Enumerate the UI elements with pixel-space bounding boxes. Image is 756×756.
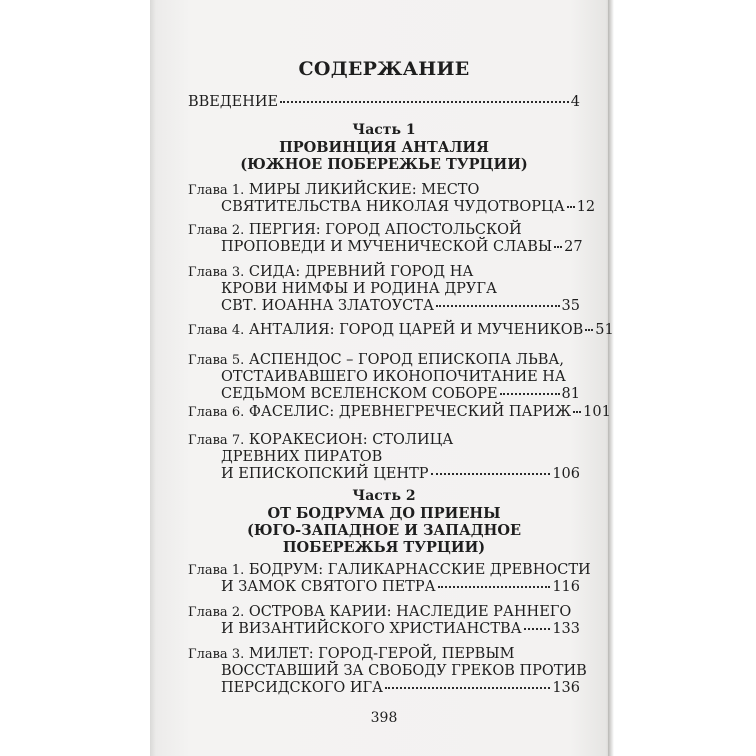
part-title-line: (ЮЖНОЕ ПОБЕРЕЖЬЕ ТУРЦИИ) bbox=[240, 156, 528, 173]
part-label: Часть 1 bbox=[352, 122, 416, 138]
chapter-title-line: ПЕРГИЯ: ГОРОД АПОСТОЛЬСКОЙ bbox=[248, 222, 522, 238]
toc-entry-chapter bbox=[188, 222, 583, 256]
dot-leader bbox=[436, 305, 560, 307]
page-ref: 4 bbox=[570, 94, 580, 110]
dot-leader bbox=[280, 101, 569, 103]
chapter-title-line: И ЗАМОК СВЯТОГО ПЕТРА bbox=[221, 579, 436, 595]
chapter-title-line: АНТАЛИЯ: ГОРОД ЦАРЕЙ И МУЧЕНИКОВ bbox=[248, 322, 584, 338]
page-ref: 133 bbox=[552, 621, 580, 637]
chapter-label: Глава 5. bbox=[188, 353, 245, 368]
toc-entry-chapter bbox=[188, 352, 580, 403]
part-label: Часть 2 bbox=[352, 488, 416, 504]
chapter-label: Глава 3. bbox=[188, 265, 245, 280]
page-ref: 51 bbox=[595, 322, 614, 338]
chapter-label: Глава 2. bbox=[188, 605, 245, 620]
dot-leader bbox=[385, 687, 550, 689]
page-ref: 27 bbox=[564, 239, 583, 255]
chapter-title-line: СВТ. ИОАННА ЗЛАТОУСТА bbox=[221, 298, 434, 314]
chapter-title-line: МИЛЕТ: ГОРОД-ГЕРОЙ, ПЕРВЫМ bbox=[248, 646, 515, 662]
dot-leader bbox=[554, 246, 562, 248]
page-edge-shadow bbox=[608, 0, 614, 756]
page-ref: 12 bbox=[576, 199, 596, 215]
page-number: 398 bbox=[370, 710, 398, 726]
toc-entry-chapter bbox=[188, 432, 580, 483]
dot-leader bbox=[573, 411, 581, 413]
page-ref: 116 bbox=[552, 579, 580, 595]
page-ref: 81 bbox=[561, 386, 580, 402]
chapter-title-line: БОДРУМ: ГАЛИКАРНАССКИЕ ДРЕВНОСТИ bbox=[248, 562, 591, 578]
toc-entry-chapter bbox=[188, 646, 587, 697]
dot-leader bbox=[585, 329, 593, 331]
chapter-title-line: ПЕРСИДСКОГО ИГА bbox=[221, 680, 384, 696]
part-title-line: ПРОВИНЦИЯ АНТАЛИЯ bbox=[279, 139, 489, 156]
chapter-title-line: И ВИЗАНТИЙСКОГО ХРИСТИАНСТВА bbox=[221, 621, 522, 637]
page-ref: 35 bbox=[561, 298, 580, 314]
chapter-title-line: АСПЕНДОС – ГОРОД ЕПИСКОПА ЛЬВА, bbox=[248, 352, 564, 368]
part-title-line: ПОБЕРЕЖЬЯ ТУРЦИИ) bbox=[282, 539, 486, 556]
chapter-title-line: ДРЕВНИХ ПИРАТОВ bbox=[221, 449, 383, 465]
chapter-title-line: СЕДЬМОМ ВСЕЛЕНСКОМ СОБОРЕ bbox=[221, 386, 498, 402]
page-ref: 136 bbox=[552, 680, 580, 696]
toc-entry-chapter bbox=[188, 182, 596, 216]
part-title-line: ОТ БОДРУМА ДО ПРИЕНЫ bbox=[267, 505, 501, 522]
part-title-line: (ЮГО-ЗАПАДНОЕ И ЗАПАДНОЕ bbox=[246, 522, 522, 539]
chapter-title-line: СИДА: ДРЕВНИЙ ГОРОД НА bbox=[248, 264, 474, 280]
dot-leader bbox=[524, 628, 551, 630]
chapter-label: Глава 6. bbox=[188, 405, 245, 420]
toc-entry-chapter bbox=[188, 264, 580, 315]
chapter-title-line: ВОССТАВШИЙ ЗА СВОБОДУ ГРЕКОВ ПРОТИВ bbox=[221, 663, 587, 679]
toc-entry-chapter bbox=[188, 404, 611, 421]
chapter-label: Глава 2. bbox=[188, 223, 245, 238]
chapter-title-line: ОСТРОВА КАРИИ: НАСЛЕДИЕ РАННЕГО bbox=[248, 604, 572, 620]
toc-entry-chapter bbox=[188, 322, 614, 339]
page-ref: 106 bbox=[552, 466, 580, 482]
chapter-label: Глава 1. bbox=[188, 183, 245, 198]
dot-leader bbox=[431, 473, 551, 475]
page-ref: 101 bbox=[583, 404, 611, 420]
dot-leader bbox=[567, 206, 575, 208]
part-1-header bbox=[188, 122, 580, 173]
chapter-label: Глава 4. bbox=[188, 323, 245, 338]
chapter-label: Глава 1. bbox=[188, 563, 245, 578]
toc-entry-introduction bbox=[188, 94, 580, 111]
entry-title: ВВЕДЕНИЕ bbox=[188, 94, 279, 110]
chapter-title-line: ПРОПОВЕДИ И МУЧЕНИЧЕСКОЙ СЛАВЫ bbox=[221, 239, 553, 255]
chapter-title-line: МИРЫ ЛИКИЙСКИЕ: МЕСТО bbox=[248, 182, 480, 198]
dot-leader bbox=[500, 393, 560, 395]
chapter-label: Глава 3. bbox=[188, 647, 245, 662]
chapter-title-line: И ЕПИСКОПСКИЙ ЦЕНТР bbox=[221, 466, 429, 482]
chapter-title-line: ОТСТАИВАВШЕГО ИКОНОПОЧИТАНИЕ НА bbox=[221, 369, 566, 385]
chapter-title-line: ФАСЕЛИС: ДРЕВНЕГРЕЧЕСКИЙ ПАРИЖ bbox=[248, 404, 572, 420]
chapter-title-line: КОРАКЕСИОН: СТОЛИЦА bbox=[248, 432, 454, 448]
toc-entry-chapter bbox=[188, 562, 591, 596]
toc-heading: СОДЕРЖАНИЕ bbox=[298, 58, 470, 80]
dot-leader bbox=[438, 586, 551, 588]
part-2-header bbox=[188, 488, 580, 556]
toc-entry-chapter bbox=[188, 604, 580, 638]
chapter-title-line: КРОВИ НИМФЫ И РОДИНА ДРУГА bbox=[221, 281, 497, 297]
chapter-label: Глава 7. bbox=[188, 433, 245, 448]
chapter-title-line: СВЯТИТЕЛЬСТВА НИКОЛАЯ ЧУДОТВОРЦА bbox=[221, 199, 565, 215]
